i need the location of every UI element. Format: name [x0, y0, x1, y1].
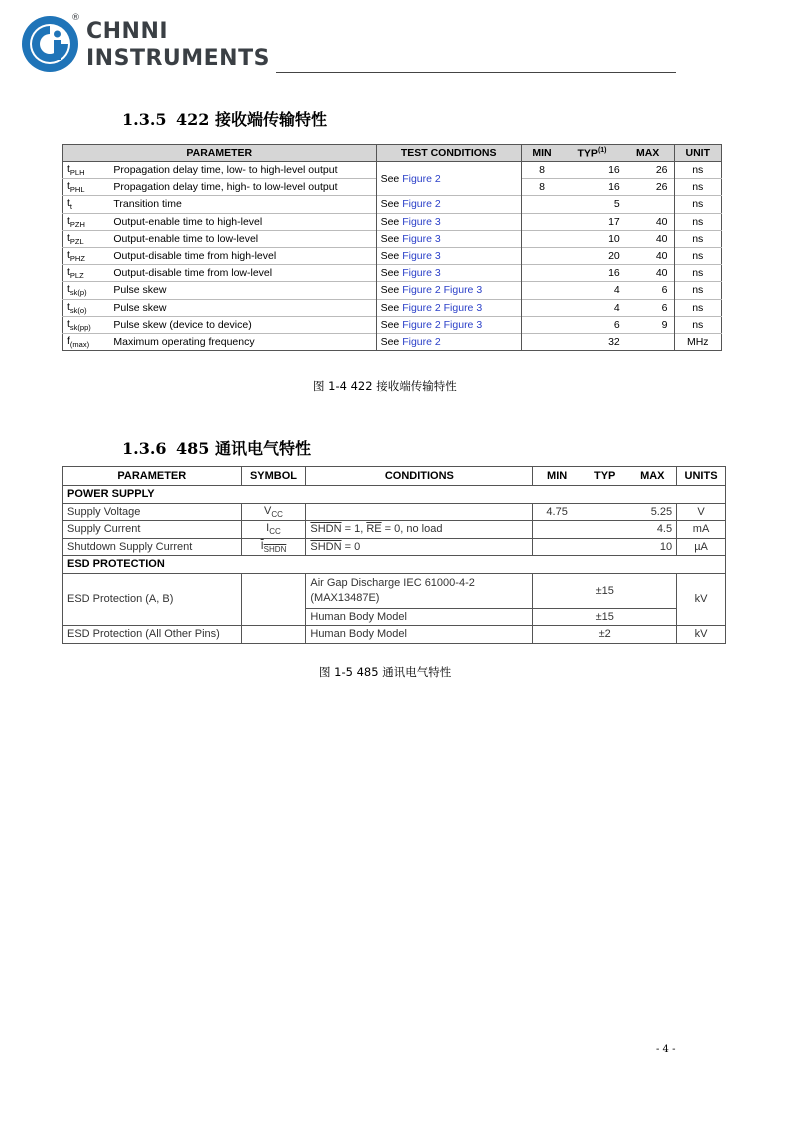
section-heading-2 — [122, 436, 311, 459]
col-min: MIN — [521, 145, 562, 162]
col-max: MAX — [622, 145, 674, 162]
unit: ns — [674, 162, 722, 179]
group-row-power — [63, 486, 726, 504]
parameter: Maximum operating frequency — [109, 333, 376, 350]
section-title: 422 接收端传输特性 — [176, 110, 327, 129]
col-test-conditions: TEST CONDITIONS — [376, 145, 521, 162]
typ-value: 17 — [562, 213, 622, 230]
unit: ns — [674, 196, 722, 213]
col-symbol: SYMBOL — [241, 467, 306, 486]
min-value — [521, 299, 562, 316]
parameter: Transition time — [109, 196, 376, 213]
typ-value: 4 — [562, 282, 622, 299]
test-condition: See Figure 2 Figure 3 — [376, 299, 521, 316]
unit: ns — [674, 299, 722, 316]
table-row — [63, 265, 722, 282]
test-condition: See Figure 3 — [376, 213, 521, 230]
typ-value: 4 — [562, 299, 622, 316]
typ-value: 16 — [562, 179, 622, 196]
max-value: 40 — [622, 213, 674, 230]
min-value: 8 — [521, 179, 562, 196]
rs485-electrical-table — [62, 466, 726, 644]
section-number: 1.3.6 — [122, 439, 167, 458]
max-value: 40 — [622, 247, 674, 264]
parameter: Output-enable time to high-level — [109, 213, 376, 230]
table-row: Supply Current $I_{CC}$ SHDN = 1, $\overline{RE} = 0$, no load 4.5 mA — [63, 521, 726, 539]
col-typ: TYP$^{(1)}$ — [562, 145, 622, 162]
symbol: $t_{sk(o)}$ — [63, 299, 110, 316]
symbol: $t_t$ — [63, 196, 110, 213]
table-row — [63, 196, 722, 213]
min-value: 8 — [521, 162, 562, 179]
min-value — [521, 316, 562, 333]
section-number: 1.3.5 — [122, 110, 167, 129]
col-units: UNITS — [677, 467, 726, 486]
typ-value: 20 — [562, 247, 622, 264]
max-value: 6 — [622, 282, 674, 299]
figure-link[interactable]: Figure 3 — [402, 215, 441, 228]
section-heading-1 — [122, 107, 327, 130]
typ-value: 16 — [562, 162, 622, 179]
table-row — [63, 282, 722, 299]
test-condition: See Figure 3 — [376, 265, 521, 282]
section-title: 485 通讯电气特性 — [176, 439, 311, 458]
symbol: $t_{sk(p)}$ — [63, 282, 110, 299]
group-row-esd — [63, 556, 726, 574]
table-row — [63, 230, 722, 247]
unit: MHz — [674, 333, 722, 350]
test-condition: See Figure 2 Figure 3 — [376, 282, 521, 299]
figure-link[interactable]: Figure 2 Figure 3 — [402, 284, 483, 297]
table-row — [63, 316, 722, 333]
figure-link[interactable]: Figure 2 Figure 3 — [402, 318, 483, 331]
parameter: Pulse skew — [109, 282, 376, 299]
receiver-switching-table — [62, 144, 722, 351]
table-row: ESD Protection (All Other Pins) Human Body Model ±2 kV — [63, 626, 726, 644]
symbol: $f_{(max)}$ — [63, 333, 110, 350]
symbol: $t_{PLH}$ — [63, 162, 110, 179]
table-row: ESD Protection (A, B) Air Gap Discharge IEC 61000-4-2 (MAX13487E) ±15 kV — [63, 573, 726, 608]
table-header-row — [63, 467, 726, 486]
table-row — [63, 247, 722, 264]
parameter: Pulse skew — [109, 299, 376, 316]
brand-line-1: CHNNI — [86, 19, 169, 44]
symbol: $t_{PHZ}$ — [63, 247, 110, 264]
figure-link[interactable]: Figure 2 — [402, 198, 441, 211]
table-row — [63, 213, 722, 230]
typ-value: 5 — [562, 196, 622, 213]
company-logo — [20, 14, 80, 74]
max-value: 26 — [622, 162, 674, 179]
figure-link[interactable]: Figure 2 — [402, 335, 441, 348]
table-row: Human Body Model ±15 — [63, 608, 726, 626]
figure-caption-1-5: 图 1-5 485 通讯电气特性 — [319, 665, 452, 679]
test-condition: See Figure 2 — [376, 162, 521, 196]
min-value — [521, 196, 562, 213]
min-value — [521, 230, 562, 247]
unit: ns — [674, 179, 722, 196]
figure-caption-1-4: 图 1-4 422 接收端传输特性 — [313, 379, 457, 393]
page-number: - 4 - — [656, 1044, 676, 1055]
max-value: 26 — [622, 179, 674, 196]
max-value: 40 — [622, 230, 674, 247]
max-value — [622, 196, 674, 213]
parameter: Propagation delay time, high- to low-level output — [109, 179, 376, 196]
brand-line-2: INSTRUMENTS — [86, 46, 270, 71]
min-value — [521, 247, 562, 264]
parameter: Output-disable time from low-level — [109, 265, 376, 282]
min-value — [521, 265, 562, 282]
typ-value: 6 — [562, 316, 622, 333]
col-typ: TYP — [581, 467, 629, 486]
figure-link[interactable]: Figure 2 — [402, 172, 441, 185]
max-value: 9 — [622, 316, 674, 333]
figure-link[interactable]: Figure 3 — [402, 250, 441, 263]
min-value — [521, 213, 562, 230]
table-header-row — [63, 145, 722, 162]
typ-value: 10 — [562, 230, 622, 247]
unit: ns — [674, 316, 722, 333]
col-parameter: PARAMETER — [63, 467, 242, 486]
test-condition: See Figure 2 — [376, 196, 521, 213]
unit: ns — [674, 247, 722, 264]
registered-mark: ® — [71, 13, 80, 23]
col-parameter: PARAMETER — [63, 145, 377, 162]
max-value: 40 — [622, 265, 674, 282]
symbol: $t_{sk(pp)}$ — [63, 316, 110, 333]
symbol: $t_{PZH}$ — [63, 213, 110, 230]
test-condition: See Figure 3 — [376, 247, 521, 264]
parameter: Propagation delay time, low- to high-level output — [109, 162, 376, 179]
min-value — [521, 282, 562, 299]
col-min: MIN — [533, 467, 581, 486]
group-label: ESD PROTECTION — [63, 556, 726, 574]
group-label: POWER SUPPLY — [63, 486, 726, 504]
brand-name — [86, 18, 270, 72]
unit: ns — [674, 213, 722, 230]
table-row — [63, 299, 722, 316]
symbol: $t_{PHL}$ — [63, 179, 110, 196]
typ-value: 32 — [562, 333, 622, 350]
unit: ns — [674, 230, 722, 247]
min-value — [521, 333, 562, 350]
symbol: $t_{PZL}$ — [63, 230, 110, 247]
unit: ns — [674, 265, 722, 282]
test-condition: See Figure 2 — [376, 333, 521, 350]
symbol: $t_{PLZ}$ — [63, 265, 110, 282]
parameter: Output-disable time from high-level — [109, 247, 376, 264]
figure-link[interactable]: Figure 2 Figure 3 — [402, 301, 483, 314]
figure-link[interactable]: Figure 3 — [402, 232, 441, 245]
table-row — [63, 333, 722, 350]
table-row: Supply Voltage $V_{CC}$ 4.75 5.25 V — [63, 503, 726, 521]
max-value: 6 — [622, 299, 674, 316]
typ-value: 16 — [562, 265, 622, 282]
unit: ns — [674, 282, 722, 299]
col-max: MAX — [628, 467, 676, 486]
col-unit: UNIT — [674, 145, 722, 162]
col-conditions: CONDITIONS — [306, 467, 533, 486]
table-row: Shutdown Supply Current $\overline{I}_{SHDN}$ SHDN = 0 10 µA — [63, 538, 726, 556]
test-condition: See Figure 2 Figure 3 — [376, 316, 521, 333]
max-value — [622, 333, 674, 350]
table-row — [63, 162, 722, 179]
parameter: Pulse skew (device to device) — [109, 316, 376, 333]
parameter: Output-enable time to low-level — [109, 230, 376, 247]
header-rule — [276, 72, 676, 73]
figure-link[interactable]: Figure 3 — [402, 267, 441, 280]
test-condition: See Figure 3 — [376, 230, 521, 247]
